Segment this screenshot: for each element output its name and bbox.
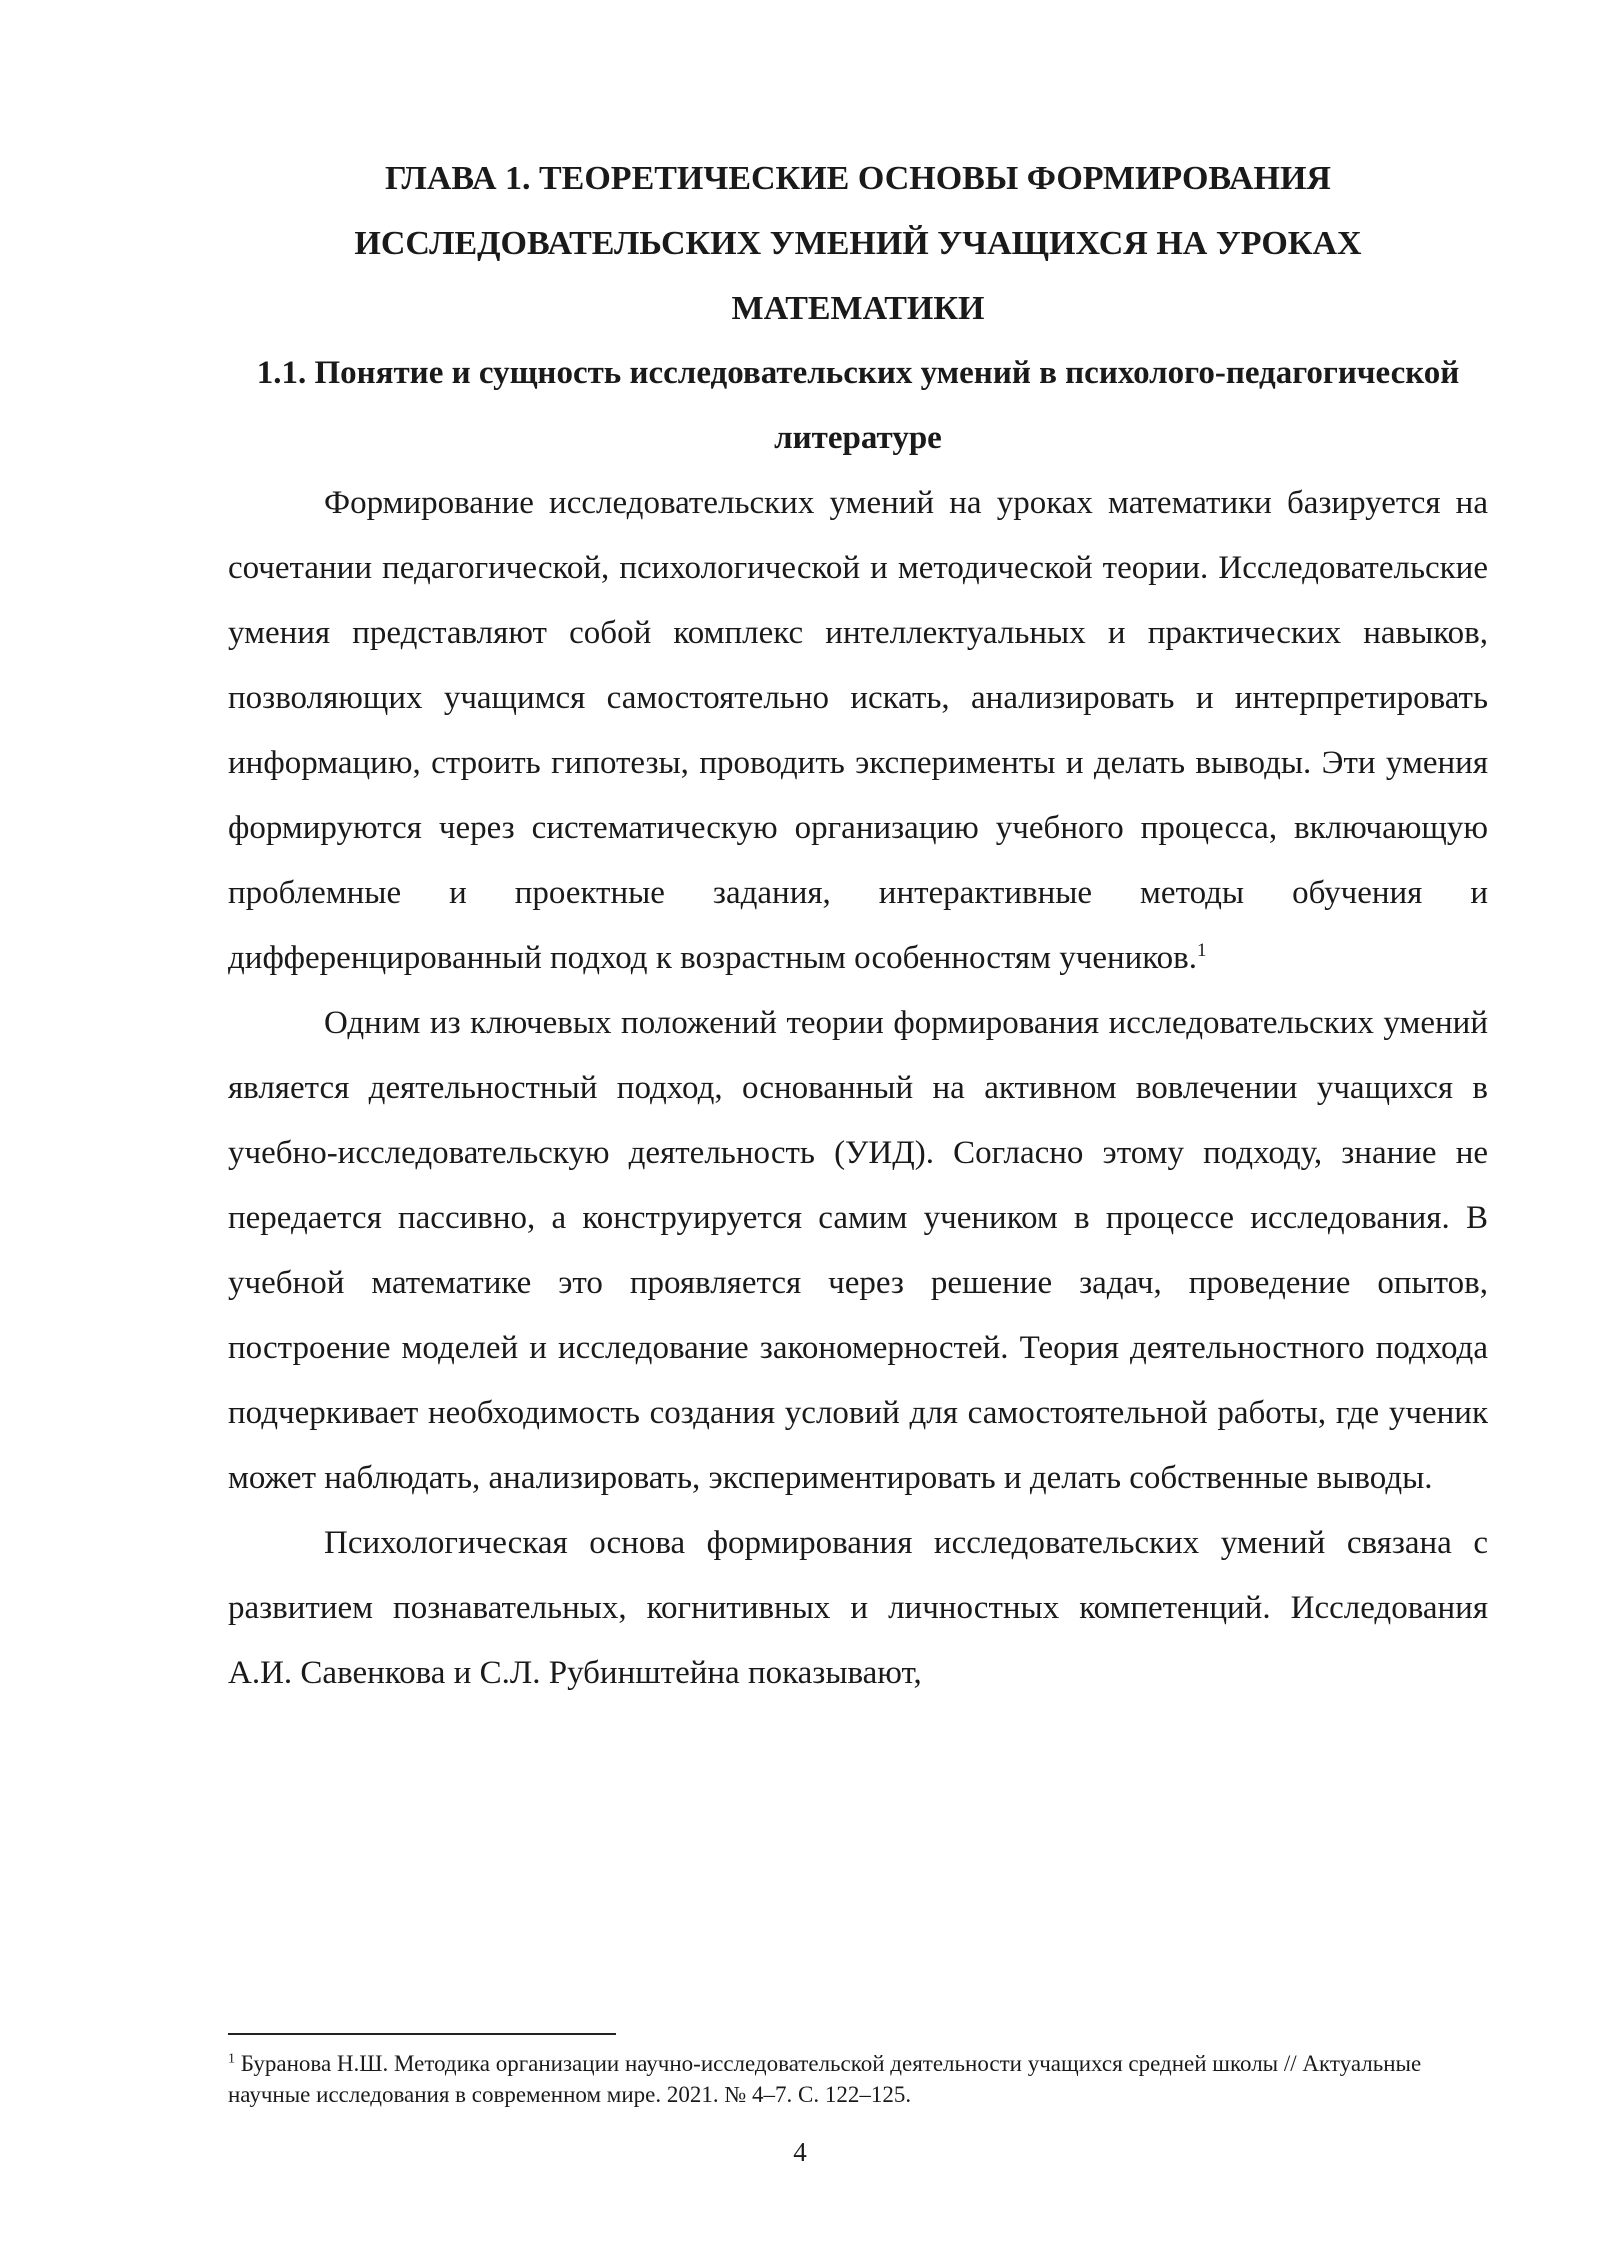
paragraph-1 [228, 471, 1488, 991]
paragraph-1-text: Формирование исследовательских умений на уроках математики базируется на сочетании педагогической, психологической и методической теории. Исследовательские умения представляют собой комплекс интеллектуальных и практических навыков, позволяющих учащимся самостоятельно искать, анализировать и интерпретировать информацию, строить гипотезы, проводить эксперименты и делать выводы. Эти умения формируются через систематическую организацию учебного процесса, включающую проблемные и проектные задания, интерактивные методы обучения и дифференцированный подход к возрастным особенностям учеников. [228, 485, 1488, 976]
footnote-separator [228, 2033, 616, 2035]
page-number: 4 [793, 2137, 807, 2167]
footnote-marker: 1 [228, 2051, 235, 2067]
footnote-reference[interactable]: 1 [1197, 940, 1207, 961]
chapter-title: ГЛАВА 1. ТЕОРЕТИЧЕСКИЕ ОСНОВЫ ФОРМИРОВАНИЯ ИССЛЕДОВАТЕЛЬСКИХ УМЕНИЙ УЧАЩИХСЯ НА УРОКАХ МАТЕМАТИКИ [354, 160, 1362, 327]
section-title: 1.1. Понятие и сущность исследовательских умений в психолого-педагогической литературе [256, 355, 1460, 456]
paragraph-3: Психологическая основа формирования исследовательских умений связана с развитием познавательных, когнитивных и личностных компетенций. Исследования А.И. Савенкова и С.Л. Рубинштейна показывают, [228, 1525, 1488, 1691]
body-text [228, 471, 1488, 1706]
footnote-text: Буранова Н.Ш. Методика организации научно-исследовательской деятельности учащихся средней школы // Актуальные научные исследования в современном мире. 2021. № 4–7. С. 122–125. [228, 2051, 1422, 2107]
footnote [228, 2048, 1488, 2110]
paragraph-2: Одним из ключевых положений теории формирования исследовательских умений является деятельностный подход, основанный на активном вовлечении учащихся в учебно-исследовательскую деятельность (УИД). Согласно этому подходу, знание не передается пассивно, а конструируется самим учеником в процессе исследования. В учебной математике это проявляется через решение задач, проведение опытов, построение моделей и исследование закономерностей. Теория деятельностного подхода подчеркивает необходимость создания условий для самостоятельной работы, где ученик может наблюдать, анализировать, экспериментировать и делать собственные выводы. [228, 1005, 1488, 1496]
